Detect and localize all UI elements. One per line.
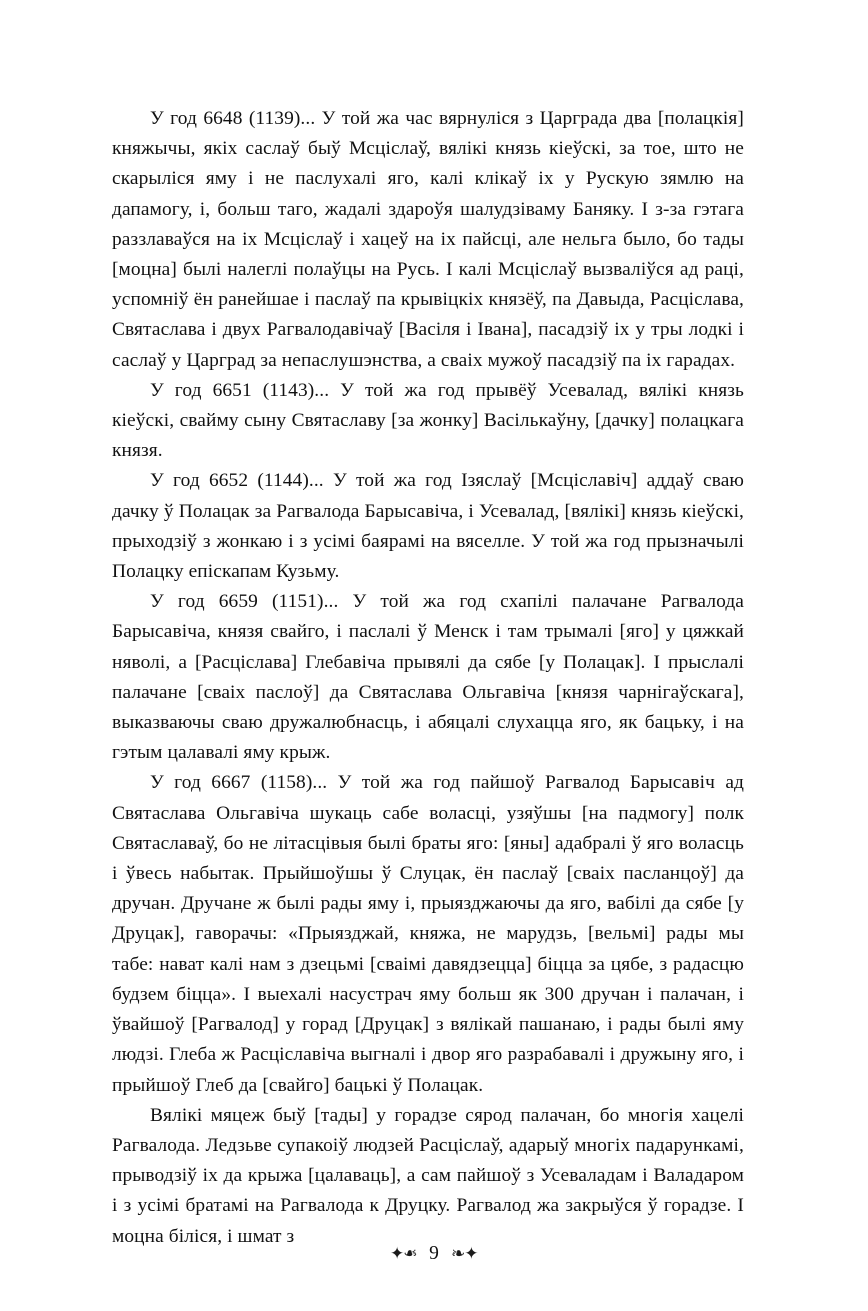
paragraph: У год 6652 (1144)... У той жа год Ізяслаў [Мсціславіч] аддаў сваю дачку ў Полацак за Рагвалода Барысавіча, і Усевалад, [вялікі] князь кіеўскі, прыходзіў з жонкаю і з усімі баярамі на вяселле. У той жа год прызначылі Полацку епіскапам Кузьму. [112, 470, 744, 583]
paragraph: У год 6667 (1158)... У той жа год пайшоў Рагвалод Барысавіч ад Святаслава Ольгавіча шукаць сабе воласці, узяўшы [на падмогу] полк Святаславаў, бо не літасцівыя былі браты яго: [яны] адабралі ў яго воласць і ўвесь набытак. Прыйшоўшы ў Слуцак, ён паслаў [сваіх пасланцоў] да дручан. Дручане ж былі рады яму і, прыязджаючы да яго, вабілі да сябе [у Друцак], гаворачы: «Прыязджай, княжа, не марудзь, [вельмі] рады мы табе: нават калі нам з дзецьмі [сваімі давядзецца] біцца за цябе, з радасцю будзем біцца». І выехалі насустрач яму больш як 300 дручан і палачан, і ўвайшоў [Рагвалод] у горад [Друцак] з вялікай пашанаю, і рады былі яму людзі. Глеба ж Расціславіча выгналі і двор яго разрабавалі і дружыну яго, і прыйшоў Глеб да [свайго] бацькі ў Полацак. [112, 772, 744, 1096]
paragraph: Вялікі мяцеж быў [тады] у горадзе сярод палачан, бо многія хацелі Рагвалода. Ледзьве супакоіў людзей Расціслаў, адарыў многіх падарункамі, прыводзіў іх да крыжа [цалаваць], а сам пайшоў з Усеваладам і Валадаром і з усімі братамі на Рагвалода к Друцку. Рагвалод жа закрыўся ў горадзе. І моцна біліся, і шмат з [112, 1104, 744, 1247]
paragraph: У год 6648 (1139)... У той жа час вярнуліся з Царграда два [полацкія] княжычы, якіх саслаў быў Мсціслаў, вялікі князь кіеўскі, за тое, што не скарыліся яму і не паслухалі яго, калі клікаў іх у Рускую зямлю на дапамогу, і, больш таго, жадалі здароўя шалудзіваму Баняку. І з-за гэтага раззлаваўся на іх Мсціслаў і хацеў на іх пайсці, але нельга было, бо тады [моцна] былі налеглі полаўцы на Русь. І калі Мсціслаў вызваліўся ад раці, успомніў ён ранейшае і паслаў па крывіцкіх князёў, па Давыда, Расціслава, Святаслава і двух Рагвалодавічаў [Васіля і Івана], пасадзіў іх у тры лодкі і саслаў у Царград за непаслушэнства, а сваіх мужоў пасадзіў па іх гарадах. [112, 108, 744, 371]
page-number: 9 [429, 1242, 439, 1264]
page-body [112, 104, 744, 1252]
paragraph: У год 6659 (1151)... У той жа год схапілі палачане Рагвалода Барысавіча, князя свайго, і паслалі ў Менск і там трымалі [яго] у цяжкай няволі, а [Расціслава] Глебавіча прывялі да сябе [у Полацак]. І прыслалі палачане [сваіх паслоў] да Святаслава Ольгавіча [князя чарнігаўскага], выказваючы сваю дружалюбнасць, і абяцалі слухацца яго, як бацьку, і на гэтым цалавалі яму крыж. [112, 591, 744, 764]
page-footer [0, 1243, 868, 1266]
ornament-left-icon: ❧✦ [390, 1244, 417, 1263]
paragraph: У год 6651 (1143)... У той жа год прывёў Усевалад, вялікі князь кіеўскі, свайму сыну Святаславу [за жонку] Васількаўну, [дачку] полацкага князя. [112, 379, 744, 462]
ornament-right-icon: ❧✦ [451, 1244, 478, 1263]
